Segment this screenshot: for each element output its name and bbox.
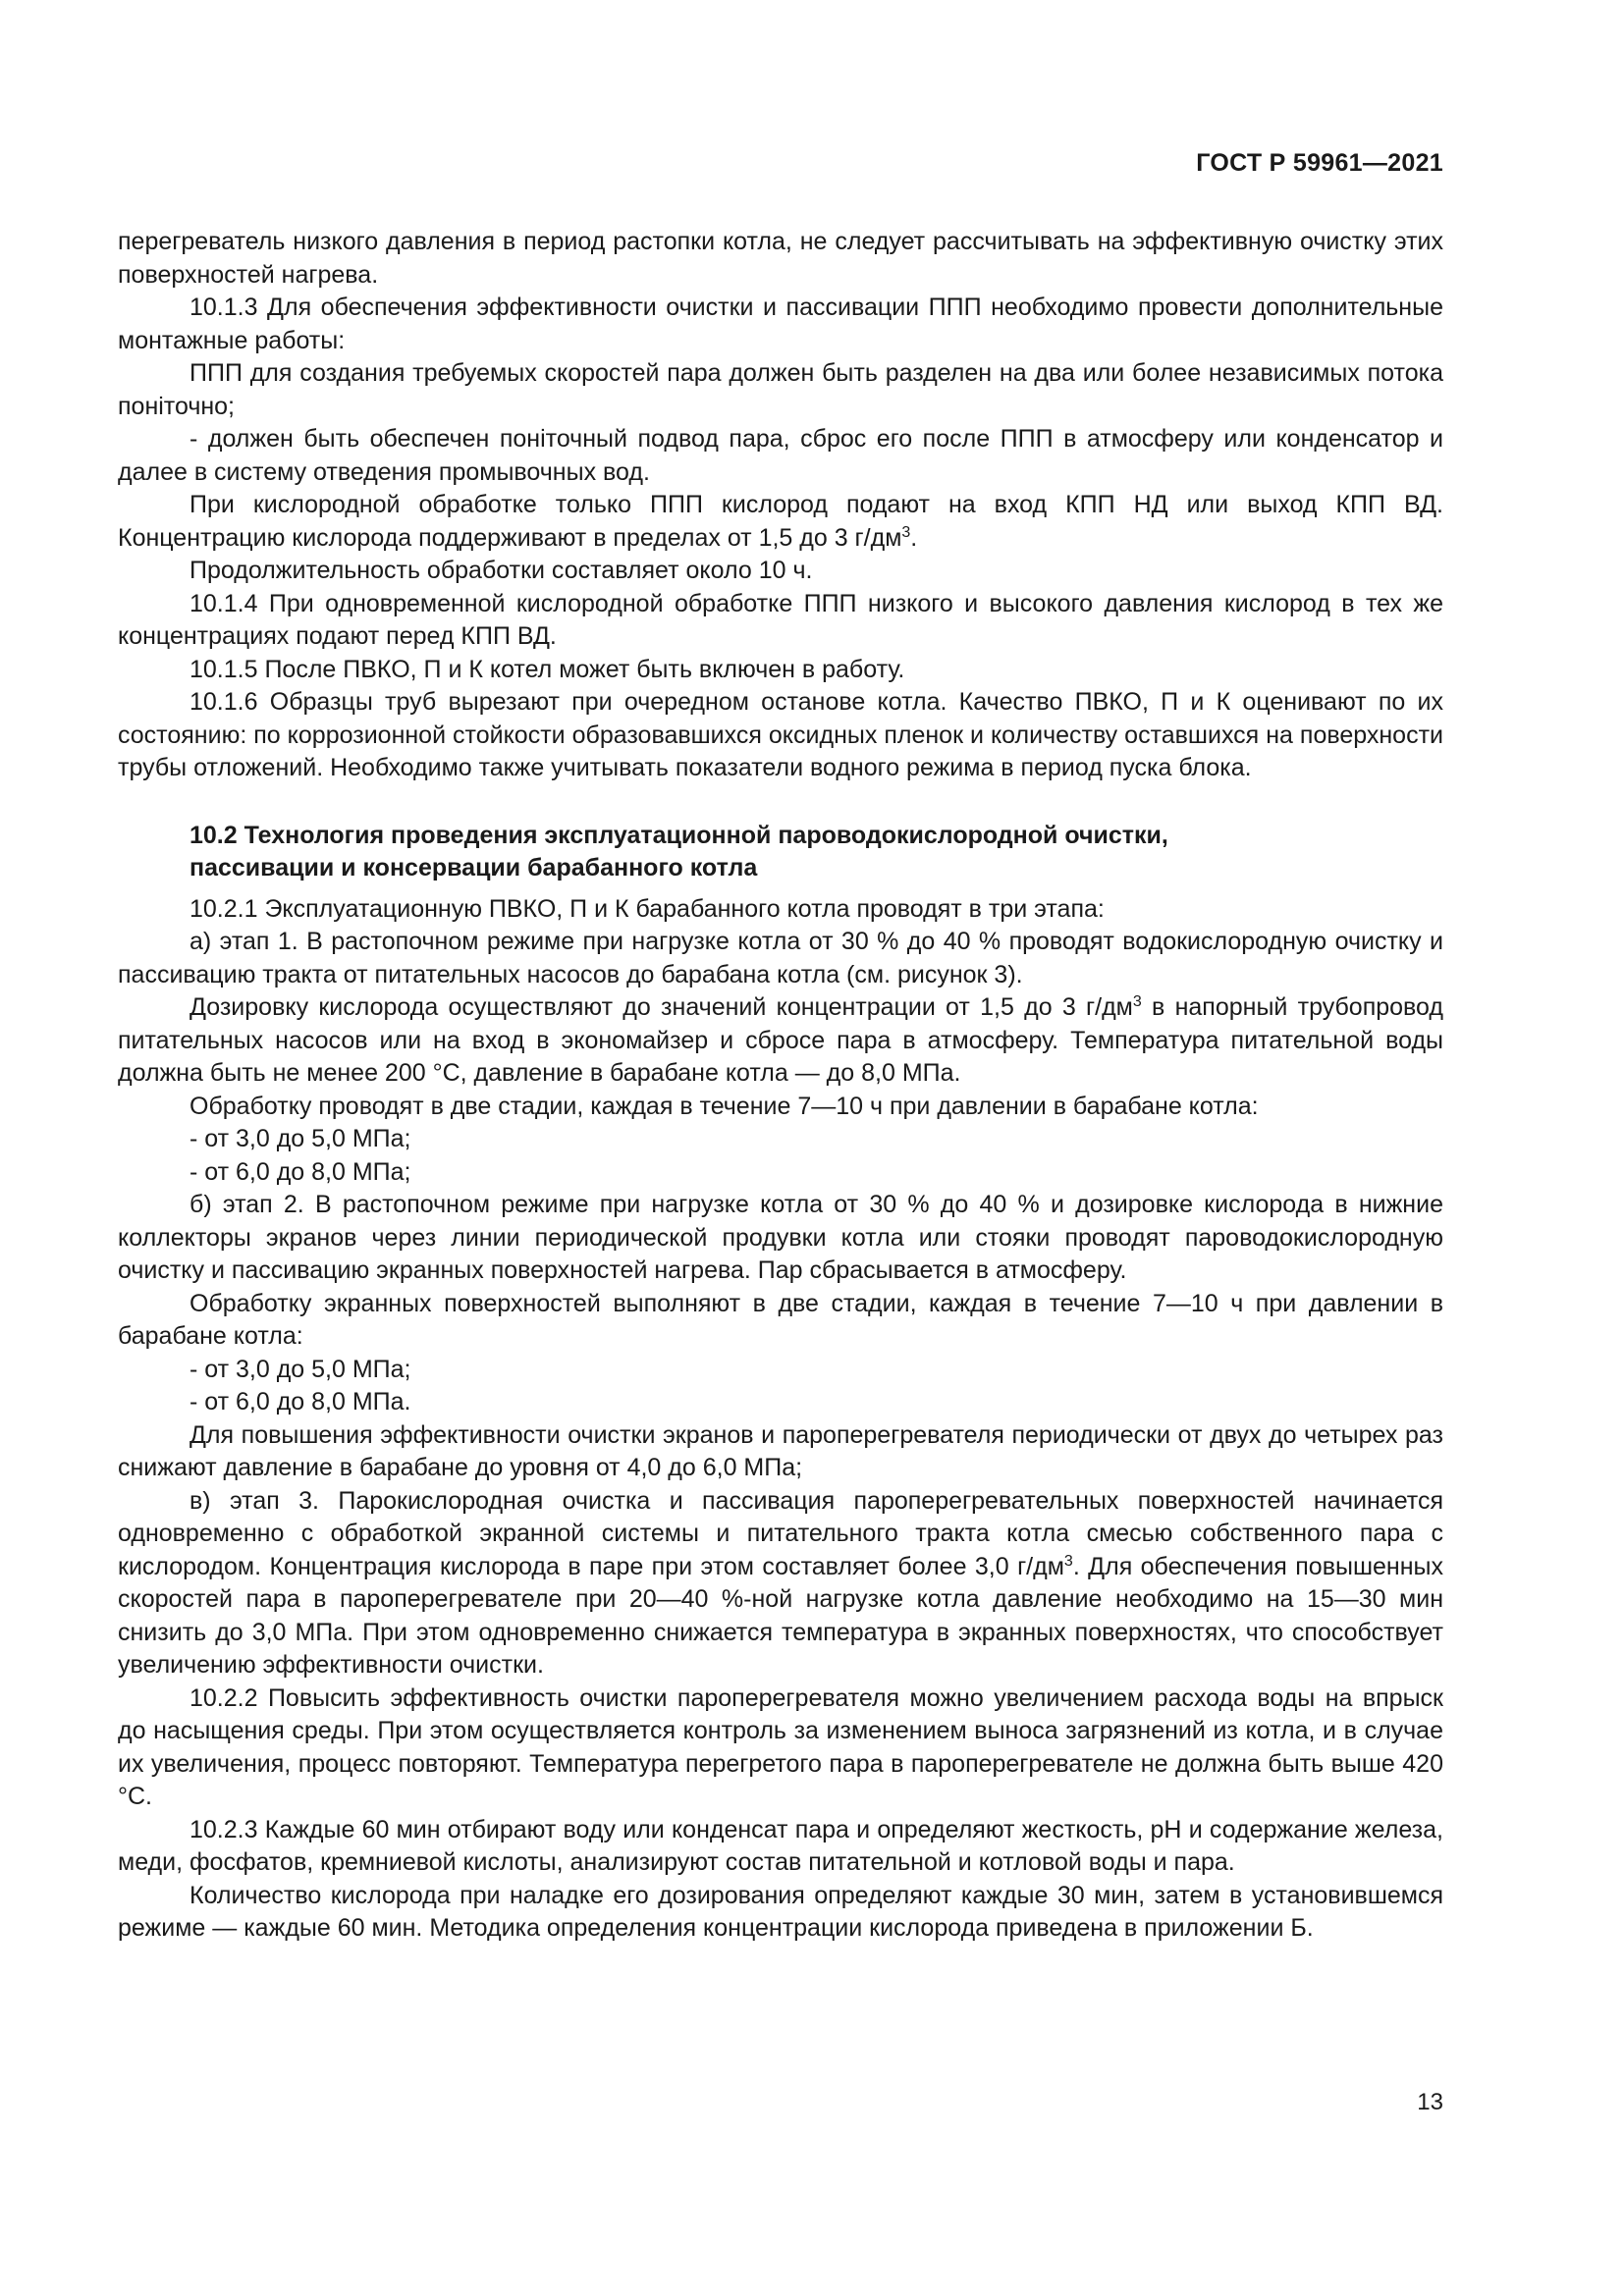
paragraph: 10.1.6 Образцы труб вырезают при очередном останове котла. Качество ПВКО, П и К оценивают по их состоянию: по коррозионной стойкости образовавшихся оксидных пленок и количеству оставшихся на поверхности трубы отложений. Необходимо также учитывать показатели водного режима в период пуска блока. — [118, 688, 1443, 781]
paragraph: Продолжительность обработки составляет около 10 ч. — [189, 557, 813, 584]
list-item: в) этап 3. Парокислородная очистка и пассивация пароперегревательных поверхностей начинается одновременно с обработкой экранной системы и питательного тракта котла смесью собственного пара с кислородом. Концентрация кислорода в паре при этом составляет более 3,0 $г/дм^3$. Для обеспечения повышенных скоростей пара в пароперегревателе при 20—40 %-ной нагрузке котла давление необходимо на 15—30 мин снизить до 3,0 МПа. При этом одновременно снижается температура в экранных поверхностях, что способствует увеличению эффективности очистки. — [118, 1486, 1443, 1679]
paragraph: 10.1.5 После ПВКО, П и К котел может быть включен в работу. — [189, 655, 905, 683]
paragraph: При кислородной обработке только ППП кислород подают на вход КПП НД или выход КПП ВД. Концентрацию кислорода поддерживают в пределах от 1,5 до 3 $г/дм^3$. — [118, 491, 1443, 552]
paragraph: 10.2.2 Повысить эффективность очистки пароперегревателя можно увеличением расхода воды на впрыск до насыщения среды. При этом осуществляется контроль за изменением выноса загрязнений из котла, и в случае их увеличения, процесс повторяют. Температура перегретого пара в пароперегревателе не должна быть выше 420 °С. — [118, 1683, 1443, 1810]
paragraph: Обработку проводят в две стадии, каждая в течение 7—10 ч при давлении в барабане котла: — [189, 1092, 1259, 1120]
section-heading-line: пассивации и консервации барабанного котла — [189, 854, 758, 881]
section-heading — [118, 820, 1443, 885]
superscript: 3 — [901, 523, 911, 541]
paragraph: 10.2.3 Каждые 60 мин отбирают воду или конденсат пара и определяют жесткость, рН и содержание железа, меди, фосфатов, кремниевой кислоты, анализируют состав питательной и котловой воды и пара. — [118, 1815, 1443, 1876]
paragraph: 10.1.4 При одновременной кислородной обработке ППП низкого и высокого давления кислород в тех же концентрациях подают перед КПП ВД. — [118, 589, 1443, 650]
paragraph: Обработку экранных поверхностей выполняют в две стадии, каждая в течение 7—10 ч при давлении в барабане котла: — [118, 1289, 1443, 1350]
page-number: 13 — [1417, 2089, 1443, 2115]
list-item: - должен быть обеспечен поніточный подвод пара, сброс его после ППП в атмосферу или конденсатор и далее в систему отведения промывочных вод. — [118, 425, 1443, 486]
paragraph: Количество кислорода при наладке его дозирования определяют каждые 30 мин, затем в установившемся режиме — каждые 60 мин. Методика определения концентрации кислорода приведена в приложении Б. — [118, 1881, 1443, 1942]
document-body — [118, 226, 1443, 1946]
list-item: - от 3,0 до 5,0 МПа; — [189, 1355, 411, 1383]
document-number-header: ГОСТ Р 59961—2021 — [1196, 149, 1443, 177]
paragraph: перегреватель низкого давления в период растопки котла, не следует рассчитывать на эффективную очистку этих поверхностей нагрева. — [118, 228, 1443, 289]
list-item: б) этап 2. В растопочном режиме при нагрузке котла от 30 % до 40 % и дозировке кислорода в нижние коллекторы экранов через линии периодической продувки котла или стояки проводят пароводокислородную очистку и пассивацию экранных поверхностей нагрева. Пар сбрасывается в атмосферу. — [118, 1191, 1443, 1284]
list-item: - от 3,0 до 5,0 МПа; — [189, 1125, 411, 1152]
superscript: 3 — [1132, 993, 1142, 1010]
paragraph: 10.1.3 Для обеспечения эффективности очистки и пассивации ППП необходимо провести дополнительные монтажные работы: — [118, 294, 1443, 354]
paragraph: ППП для создания требуемых скоростей пара должен быть разделен на два или более независимых потока поніточно; — [118, 359, 1443, 420]
superscript: 3 — [1063, 1552, 1073, 1570]
paragraph: 10.2.1 Эксплуатационную ПВКО, П и К барабанного котла проводят в три этапа: — [189, 894, 1105, 923]
paragraph: Дозировку кислорода осуществляют до значений концентрации от 1,5 до 3 $г/дм^3$ в напорный трубопровод питательных насосов или на вход в экономайзер и сбросе пара в атмосферу. Температура питательной воды должна быть не менее 200 °С, давление в барабане котла — до 8,0 МПа. — [118, 993, 1444, 1087]
section-heading-line: 10.2 Технология проведения эксплуатационной пароводокислородной очистки, — [189, 821, 1168, 849]
list-item: - от 6,0 до 8,0 МПа. — [189, 1388, 411, 1415]
list-item: а) этап 1. В растопочном режиме при нагрузке котла от 30 % до 40 % проводят водокислородную очистку и пассивацию тракта от питательных насосов до барабана котла (см. рисунок 3). — [118, 928, 1443, 988]
list-item: - от 6,0 до 8,0 МПа; — [189, 1157, 411, 1186]
paragraph: Для повышения эффективности очистки экранов и пароперегревателя периодически от двух до четырех раз снижают давление в барабане до уровня от 4,0 до 6,0 МПа; — [118, 1420, 1443, 1481]
